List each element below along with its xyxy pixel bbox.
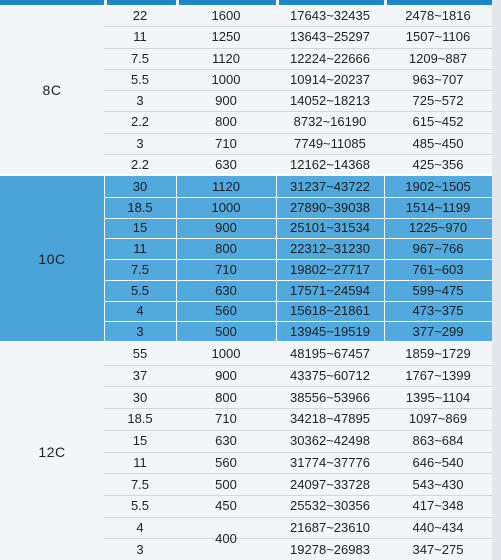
group-12c [0,343,492,560]
speed-cell: 800 [215,114,237,130]
speed-cell: 1250 [211,29,241,45]
table-row [104,133,492,154]
pressure-cell: 440~434 [412,519,464,535]
table-row [104,343,492,365]
speed-cell: 560 [215,454,237,470]
power-cell: 2.2 [130,114,150,130]
table-row [104,517,492,539]
speed-cell: 800 [215,241,237,257]
power-cell: 4 [136,519,144,535]
pressure-cell: 1395~1104 [405,389,471,405]
speed-cell: 500 [215,476,237,492]
speed-cell: 630 [215,282,237,298]
speed-cell: 710 [215,261,237,277]
power-cell: 18.5 [127,411,153,427]
power-cell: 5.5 [130,71,150,87]
power-cell: 22 [132,8,148,24]
power-cell: 7.5 [130,476,150,492]
table-row [104,154,492,175]
pressure-cell: 1097~869 [408,411,468,427]
model-label: 8C [42,82,62,98]
flow-cell: 25532~30356 [290,498,370,514]
table-row [104,408,492,430]
flow-cell: 8732~16190 [293,114,367,130]
table-row [104,495,492,517]
power-cell: 3 [136,93,144,109]
flow-cell: 15618~21861 [290,303,370,319]
flow-cell: 7749~11085 [294,135,366,151]
table-row [104,238,492,259]
flow-cell: 19278~26983 [290,541,370,557]
flow-cell: 10914~20237 [290,71,370,87]
pressure-cell: 646~540 [412,454,464,470]
pressure-cell: 863~684 [412,433,464,449]
pressure-cell: 485~450 [412,135,464,151]
model-label: 12C [38,443,66,460]
flow-cell: 27890~39038 [290,199,370,215]
flow-cell: 13945~19519 [290,324,370,340]
model-label: 10C [0,176,104,342]
flow-cell: 25101~31534 [290,220,370,236]
group-8c [0,5,492,175]
power-cell: 5.5 [130,498,150,514]
power-cell: 55 [132,346,148,362]
table-row [104,321,492,342]
table-row [104,259,492,280]
table-row [104,48,492,69]
page-margin [492,0,501,560]
pressure-cell: 1767~1399 [405,368,471,384]
flow-cell: 17643~32435 [290,8,370,24]
flow-cell: 48195~67457 [290,346,370,362]
table-row [104,473,492,495]
power-cell: 30 [132,389,148,405]
flow-cell: 17571~24594 [290,282,370,298]
table-row [104,386,492,408]
pressure-cell: 377~299 [412,324,464,340]
flow-cell: 22312~31230 [290,241,370,257]
table-row [104,5,492,26]
power-cell: 11 [133,454,147,470]
speed-cell: 450 [215,498,237,514]
pressure-cell: 1507~1106 [405,29,471,45]
flow-cell: 43375~60712 [290,368,370,384]
speed-cell: 800 [215,389,237,405]
table-row [104,218,492,239]
power-cell: 37 [132,368,148,384]
speed-cell: 710 [215,411,237,427]
table-row [104,111,492,132]
pressure-cell: 417~348 [412,498,464,514]
pressure-cell: 963~707 [412,71,464,87]
speed-cell: 1120 [212,178,240,194]
power-cell: 3 [136,541,144,557]
table-row [104,69,492,90]
table-row [104,197,492,218]
speed-cell: 560 [215,303,237,319]
pressure-cell: 1859~1729 [405,346,471,362]
table-row [104,90,492,111]
power-cell: 11 [133,29,147,45]
power-cell: 5.5 [130,282,150,298]
power-cell: 3 [136,135,144,151]
flow-cell: 21687~23610 [290,519,370,535]
speed-cell-merged: 400 [215,530,237,546]
power-cell: 2.2 [130,156,150,172]
flow-cell: 31237~43722 [290,178,370,194]
pressure-cell: 473~375 [412,303,464,319]
flow-cell: 30362~42498 [290,433,370,449]
speed-cell: 1000 [211,71,241,87]
pressure-cell: 761~603 [412,261,464,277]
flow-cell: 12162~14368 [290,156,370,172]
flow-cell: 38556~53966 [290,389,370,405]
pressure-cell: 1902~1505 [405,178,471,194]
flow-cell: 14052~18213 [290,93,370,109]
power-cell: 3 [136,324,144,340]
pressure-cell: 1209~887 [408,50,468,66]
pressure-cell: 1225~970 [408,220,468,236]
speed-cell: 1120 [212,50,240,66]
flow-cell: 12224~22666 [290,50,370,66]
pressure-cell: 2478~1816 [405,8,471,24]
table-row [104,176,492,197]
speed-cell: 710 [215,135,237,151]
table-row [104,365,492,387]
power-cell: 11 [133,241,147,257]
power-cell: 4 [136,303,144,319]
pressure-cell: 615~452 [412,114,464,130]
power-cell: 7.5 [130,261,150,277]
flow-cell: 19802~27717 [290,261,370,277]
pressure-cell: 347~275 [412,541,464,557]
flow-cell: 34218~47895 [290,411,370,427]
speed-cell: 500 [215,324,237,340]
speed-cell: 1000 [211,346,241,362]
speed-cell: 630 [215,156,237,172]
table-row [104,26,492,47]
speed-cell: 900 [215,220,237,236]
flow-cell: 31774~37776 [290,454,370,470]
speed-cell: 1000 [211,199,241,215]
group-10c [0,176,492,342]
power-cell: 30 [132,178,148,194]
power-cell: 15 [132,220,148,236]
table-row [104,301,492,322]
speed-cell: 900 [215,93,237,109]
pressure-cell: 967~766 [412,241,464,257]
pressure-cell: 425~356 [412,156,464,172]
pressure-cell: 1514~1199 [405,199,471,215]
pressure-cell: 725~572 [412,93,464,109]
table-row [104,280,492,301]
pressure-cell: 599~475 [412,282,464,298]
power-cell: 18.5 [127,199,153,215]
table-row [104,430,492,452]
power-cell: 15 [132,433,148,449]
flow-cell: 13643~25297 [290,29,370,45]
table-row [104,452,492,474]
flow-cell: 24097~33728 [290,476,370,492]
pressure-cell: 543~430 [412,476,464,492]
speed-cell: 630 [215,433,237,449]
speed-cell: 900 [215,368,237,384]
table-row [104,538,492,560]
power-cell: 7.5 [130,50,150,66]
speed-cell: 1600 [211,8,241,24]
